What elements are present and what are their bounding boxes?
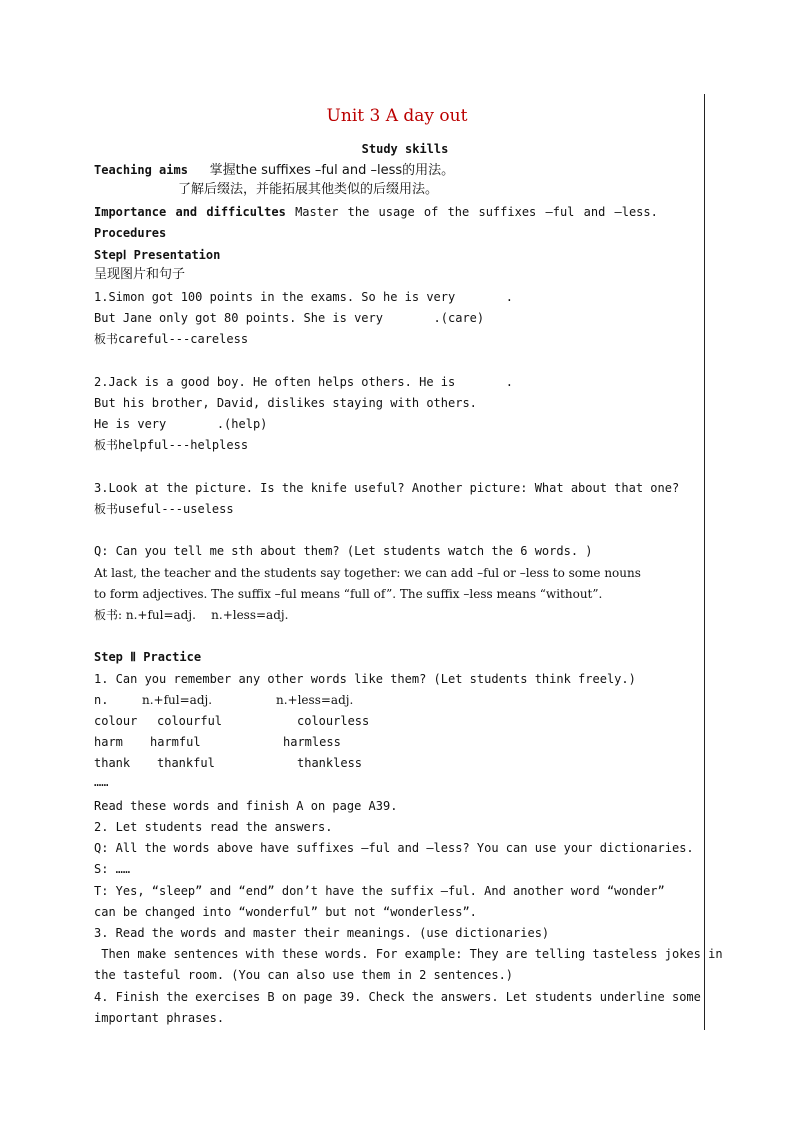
step2-line: important phrases. (94, 1011, 225, 1025)
step2-line: 4. Finish the exercises B on page 39. Check the answers. Let students underline some (94, 990, 701, 1004)
step2-line: 3. Read the words and master their meanings. (use dictionaries) (94, 926, 550, 940)
step1-line: to form adjectives. The suffix –ful means “full of”. The suffix –less means “without”. (94, 587, 603, 601)
step2-line: 2. Let students read the answers. (94, 820, 333, 834)
step2-line: Q: All the words above have suffixes –ful and –less? You can use your dictionaries. (94, 841, 694, 855)
step2-line: Read these words and finish A on page A39. (94, 799, 398, 813)
step1-line: Q: Can you tell me sth about them? (Let students watch the 6 words. ) (94, 544, 593, 558)
procedures-heading: Procedures (94, 226, 167, 240)
margin-rule (704, 94, 705, 1030)
step2-heading: Step Ⅱ Practice (94, 650, 202, 664)
step1-line: 2.Jack is a good boy. He often helps others. He is . (94, 375, 514, 389)
step1-line: 3.Look at the picture. Is the knife useful? Another picture: What about that one? (94, 481, 680, 495)
step1-line: But Jane only got 80 points. She is very .(care) (94, 311, 485, 325)
importance-label: Importance and difficultes (94, 205, 286, 219)
step2-line: can be changed into “wonderful” but not “wonderless”. (94, 905, 477, 919)
step1-line: 1.Simon got 100 points in the exams. So he is very . (94, 290, 514, 304)
table-cell: colourful (157, 714, 223, 728)
teaching-aims-label: Teaching aims (94, 163, 188, 177)
teaching-aims-text: 掌握the suffixes –ful and –less的用法。 (209, 163, 455, 178)
importance-text: Master the usage of the suffixes –ful and –less. (295, 205, 658, 219)
teaching-aims-line (94, 162, 454, 179)
table-header: n.+less=adj. (276, 693, 354, 707)
ellipsis: …… (94, 775, 109, 789)
step1-line: 板书: n.+ful=adj. n.+less=adj. (94, 608, 289, 622)
step1-line: 板书helpful---helpless (94, 438, 249, 452)
table-cell: harm (94, 735, 123, 749)
table-header: n.+ful=adj. (142, 693, 213, 707)
table-cell: thankless (297, 756, 363, 770)
page-subtitle: Study skills (361, 142, 449, 156)
table-cell: colourless (297, 714, 370, 728)
table-cell: harmless (283, 735, 341, 749)
step1-line: But his brother, David, dislikes staying with others. (94, 396, 477, 410)
step1-line: At last, the teacher and the students say together: we can add –ful or –less to some nouns (94, 566, 641, 580)
step1-line: 板书careful---careless (94, 332, 249, 346)
step1-cn: 呈现图片和句子 (94, 267, 186, 282)
page-title: Unit 3 A day out (326, 106, 468, 126)
step2-line: the tasteful room. (You can also use them in 2 sentences.) (94, 968, 514, 982)
step2-line: S: …… (94, 862, 131, 876)
step2-line: Then make sentences with these words. For example: They are telling tasteless jokes in (94, 947, 723, 961)
step2-line: T: Yes, “sleep” and “end” don’t have the suffix –ful. And another word “wonder” (94, 884, 665, 898)
table-cell: colour (94, 714, 138, 728)
step1-heading: StepⅠ Presentation (94, 248, 221, 262)
step1-line: 板书useful---useless (94, 502, 234, 516)
table-header: n. (94, 693, 109, 707)
table-cell: thank (94, 756, 131, 770)
step2-line: 1. Can you remember any other words like them? (Let students think freely.) (94, 672, 636, 686)
table-cell: thankful (157, 756, 215, 770)
importance-line (94, 204, 658, 220)
table-cell: harmful (150, 735, 201, 749)
step1-line: He is very .(help) (94, 417, 268, 431)
teaching-aims-text-2: 了解后缀法，并能拓展其他类似的后缀用法。 (178, 182, 439, 197)
